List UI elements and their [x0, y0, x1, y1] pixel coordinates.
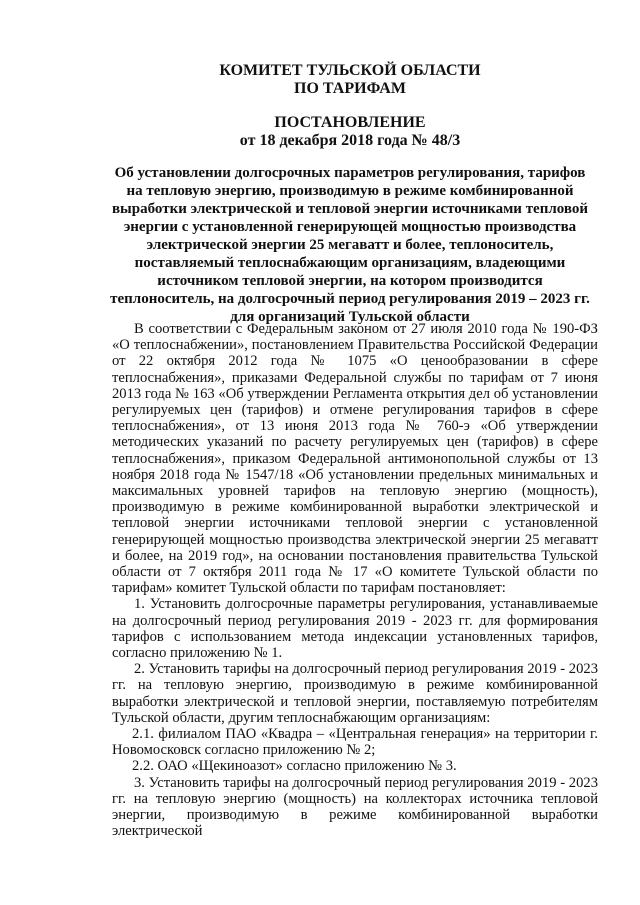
document-type: ПОСТАНОВЛЕНИЕ [274, 114, 426, 131]
document-date-number: от 18 декабря 2018 года № 48/3 [239, 132, 461, 149]
document-title: Об установлении долгосрочных параметров регулирования, тарифов на тепловую энергию, производимую в режиме комбинированной выработки электрической и тепловой энергии источниками тепловой энергии с установленной генерирующей мощностью производства электрической энергии 25 мегаватт и более, теплоноситель, поставляемый теплоснабжающим организациям, владеющими источником тепловой энергии, на котором производится теплоноситель, на долгосрочный период регулирования 2019 – 2023 гг. для организаций Тульской области [110, 165, 590, 325]
organization-name-line1: КОМИТЕТ ТУЛЬСКОЙ ОБЛАСТИ [219, 62, 481, 79]
document-body [112, 321, 598, 840]
preamble-paragraph: В соответствии с Федеральным законом от 27 июля 2010 года № 190-ФЗ «О теплоснабжении», постановлением Правительства Российской Федерации от 22 октября 2012 года № 1075 «О ценообразовании в сфере теплоснабжения», приказами Федеральной службы по тарифам от 7 июня 2013 года № 163 «Об утверждении Регламента открытия дел об установлении регулируемых цен (тарифов) и отмене регулирования тарифов в сфере теплоснабжения», от 13 июня 2013 года № 760-э «Об утверждении методических указаний по расчету регулируемых цен (тарифов) в сфере теплоснабжения», приказом Федеральной антимонопольной службы от 13 ноября 2018 года № 1547/18 «Об установлении предельных минимальных и максимальных уровней тарифов на тепловую энергию (мощность), производимую в режиме комбинированной выработки электрической и тепловой энергии источниками тепловой энергии с установленной генерирующей мощностью производства электрической энергии 25 мегаватт и более, на 2019 год», на основании постановления правительства Тульской области от 7 октября 2011 года № 17 «О комитете Тульской области по тарифам» комитет Тульской области по тарифам постановляет: [112, 321, 598, 597]
item-1-paragraph: 1. Установить долгосрочные параметры регулирования, устанавливаемые на долгосрочный период регулирования 2019 - 2023 гг. для формирования тарифов с использованием метода индексации установленных тарифов, согласно приложению № 1. [112, 596, 598, 662]
item-3-paragraph: 3. Установить тарифы на долгосрочный период регулирования 2019 - 2023 гг. на тепловую энергию (мощность) на коллекторах источника тепловой энергии, производимую в режиме комбинированной выработки электрической [112, 774, 598, 840]
item-2-paragraph: 2. Установить тарифы на долгосрочный период регулирования 2019 - 2023 гг. на тепловую энергию, производимую в режиме комбинированной выработки электрической и тепловой энергии, поставляемую потребителям Тульской области, другим теплоснабжающим организациям: [112, 661, 598, 726]
item-2-2-paragraph: 2.2. ОАО «Щекиноазот» согласно приложению № 3. [132, 758, 457, 775]
organization-name-line2: ПО ТАРИФАМ [294, 80, 406, 97]
item-2-1-paragraph: 2.1. филиалом ПАО «Квадра – «Центральная генерация» на территории г. Новомосковск согласно приложению № 2; [112, 726, 598, 759]
